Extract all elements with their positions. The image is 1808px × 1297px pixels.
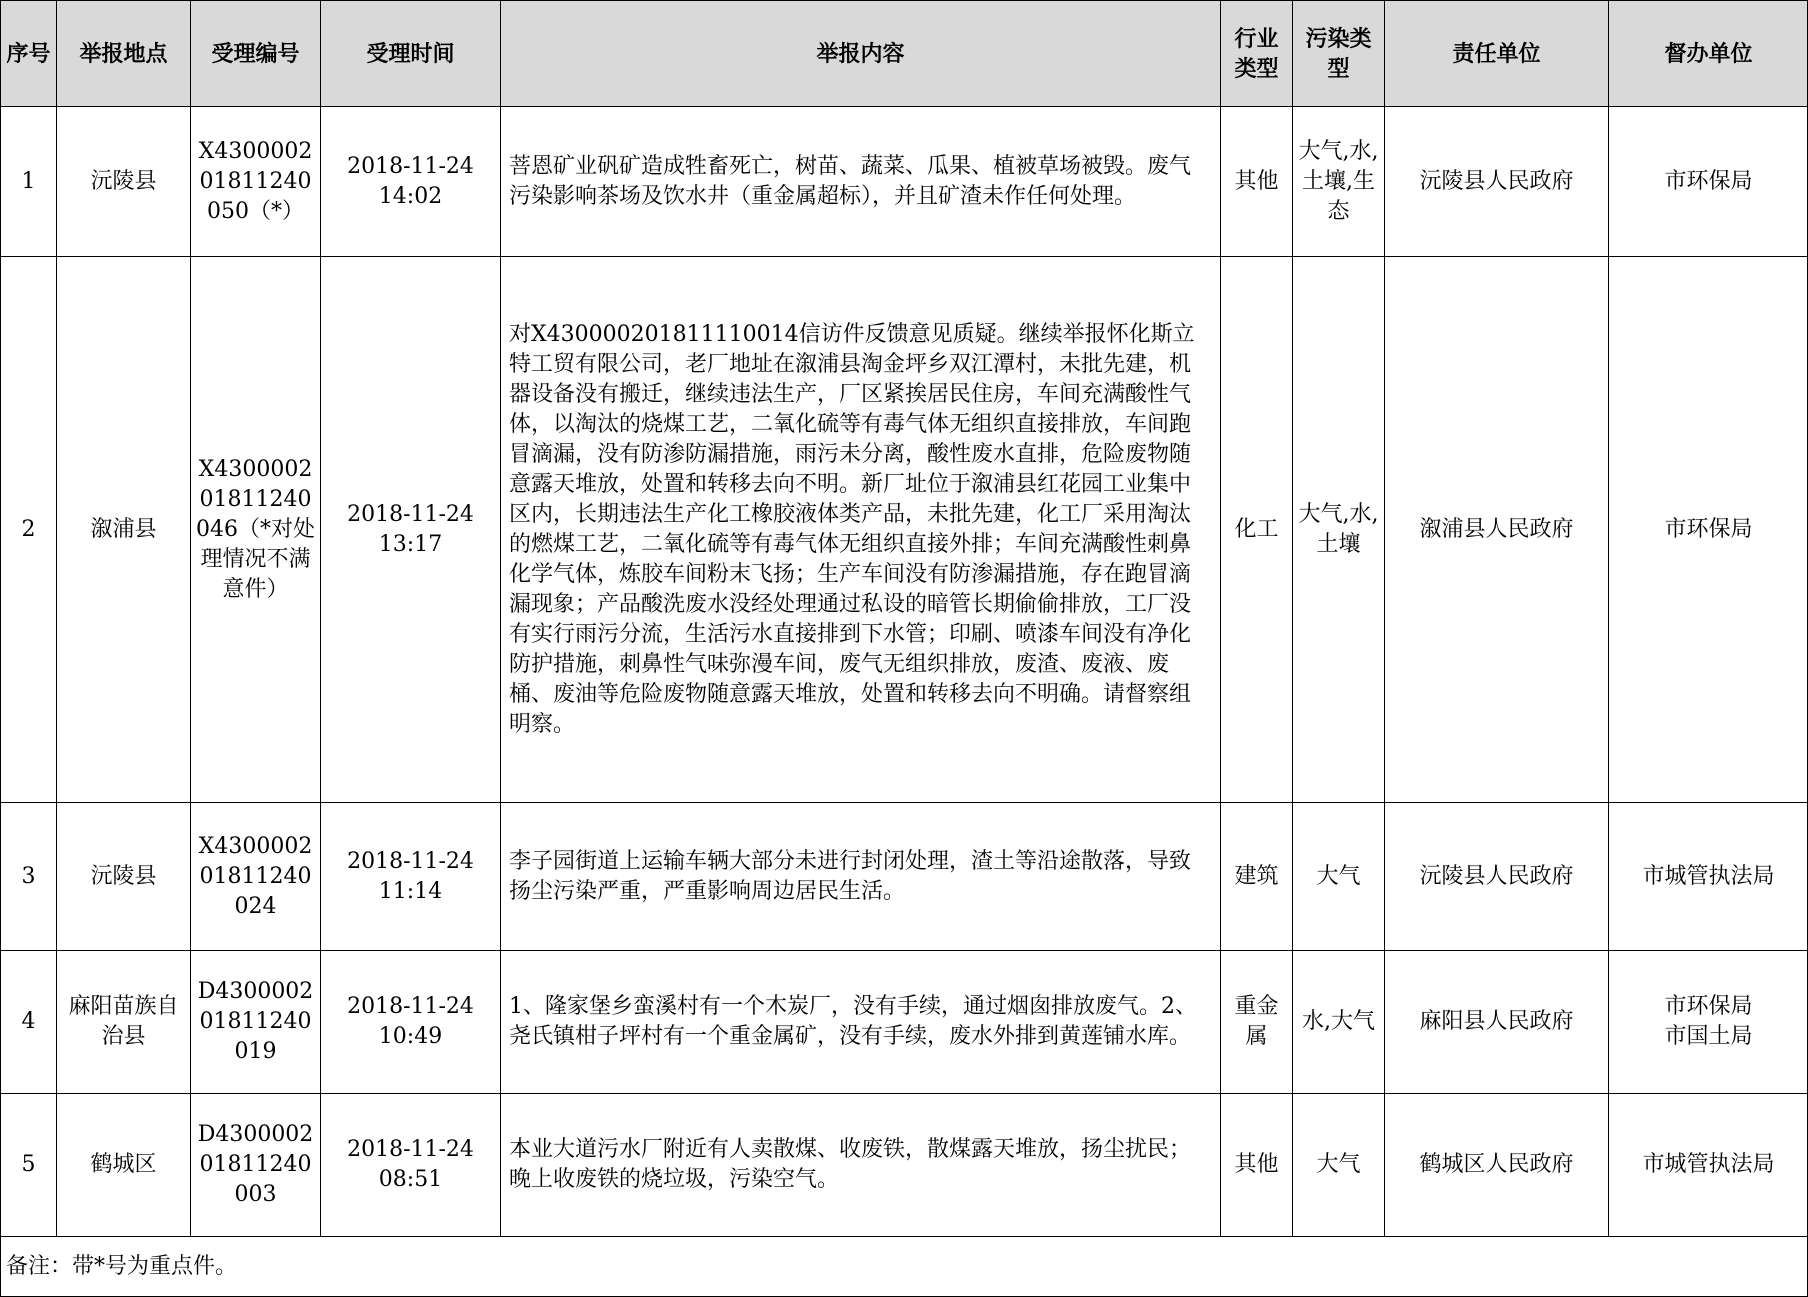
- header-row: [1, 1, 1808, 107]
- cell-time-clock: 10:49: [378, 1024, 443, 1049]
- cell-case-no: D430000201811240003: [191, 1094, 321, 1237]
- header-content: 举报内容: [501, 1, 1221, 107]
- footnote: 备注：带*号为重点件。: [6, 1254, 238, 1279]
- cell-location: 沅陵县: [57, 803, 191, 951]
- cell-industry: 其他: [1221, 107, 1293, 257]
- cell-case-no: D430000201811240019: [191, 951, 321, 1094]
- table-row: [1, 951, 1808, 1094]
- cell-content: 菩恩矿业矾矿造成牲畜死亡，树苗、蔬菜、瓜果、植被草场被毁。废气污染影响茶场及饮水井（重金属超标），并且矿渣未作任何处理。: [501, 107, 1221, 257]
- cell-content: 李子园街道上运输车辆大部分未进行封闭处理，渣土等沿途散落，导致扬尘污染严重，严重影响周边居民生活。: [501, 803, 1221, 951]
- cell-seq: 5: [1, 1094, 57, 1237]
- cell-seq: 1: [1, 107, 57, 257]
- cell-time-date: 2018-11-24: [347, 1137, 474, 1162]
- cell-responsible: 溆浦县人民政府: [1385, 257, 1609, 803]
- cell-location: 沅陵县: [57, 107, 191, 257]
- cell-supervisor-1: 市城管执法局: [1642, 863, 1775, 889]
- table-row: [1, 1094, 1808, 1237]
- cell-pollution: 大气,水,土壤,生态: [1293, 107, 1385, 257]
- cell-time-date: 2018-11-24: [347, 848, 474, 874]
- cell-time-clock: 11:14: [378, 878, 443, 904]
- cell-seq: 3: [1, 803, 57, 951]
- cell-case-no: X430000201811240024: [191, 803, 321, 951]
- cell-time: [321, 951, 501, 1094]
- cell-time: [321, 107, 501, 257]
- header-time: 受理时间: [321, 1, 501, 107]
- header-responsible: 责任单位: [1385, 1, 1609, 107]
- cell-location: 麻阳苗族自治县: [57, 951, 191, 1094]
- cell-supervisor: [1609, 803, 1808, 951]
- cell-supervisor: [1609, 257, 1808, 803]
- cell-supervisor-2: 市国土局: [1664, 1024, 1753, 1049]
- cell-responsible: 鹤城区人民政府: [1385, 1094, 1609, 1237]
- cell-case-no: X430000201811240046（*对处理情况不满意件）: [191, 257, 321, 803]
- cell-industry: 重金属: [1221, 951, 1293, 1094]
- table-row: [1, 803, 1808, 951]
- cell-pollution: 大气: [1293, 1094, 1385, 1237]
- header-supervisor: 督办单位: [1609, 1, 1808, 107]
- cell-case-no: X430000201811240050（*）: [191, 107, 321, 257]
- cell-industry: 建筑: [1221, 803, 1293, 951]
- cell-pollution: 水,大气: [1293, 951, 1385, 1094]
- cell-content: 本业大道污水厂附近有人卖散煤、收废铁，散煤露天堆放，扬尘扰民；晚上收废铁的烧垃圾，污染空气。: [501, 1094, 1221, 1237]
- cell-time-date: 2018-11-24: [347, 501, 474, 527]
- table-row: [1, 107, 1808, 257]
- cell-time: [321, 803, 501, 951]
- cell-responsible: 麻阳县人民政府: [1385, 951, 1609, 1094]
- cell-time-clock: 14:02: [378, 183, 443, 209]
- cell-content: 1、隆家堡乡蛮溪村有一个木炭厂，没有手续，通过烟囱排放废气。2、尧氏镇柑子坪村有一个重金属矿，没有手续，废水外排到黄莲铺水库。: [501, 951, 1221, 1094]
- cell-supervisor-1: 市环保局: [1664, 168, 1753, 194]
- table-row: [1, 257, 1808, 803]
- cell-industry: 化工: [1221, 257, 1293, 803]
- header-location: 举报地点: [57, 1, 191, 107]
- cell-time-clock: 08:51: [378, 1167, 443, 1192]
- cell-time-date: 2018-11-24: [347, 994, 474, 1019]
- header-pollution: 污染类型: [1293, 1, 1385, 107]
- cell-supervisor-1: 市城管执法局: [1642, 1152, 1775, 1177]
- cell-time: [321, 1094, 501, 1237]
- cell-responsible: 沅陵县人民政府: [1385, 107, 1609, 257]
- cell-seq: 2: [1, 257, 57, 803]
- header-industry: 行业类型: [1221, 1, 1293, 107]
- cell-responsible: 沅陵县人民政府: [1385, 803, 1609, 951]
- cell-supervisor-1: 市环保局: [1664, 994, 1753, 1019]
- cell-supervisor: [1609, 1094, 1808, 1237]
- cell-industry: 其他: [1221, 1094, 1293, 1237]
- cell-seq: 4: [1, 951, 57, 1094]
- cell-supervisor-1: 市环保局: [1664, 516, 1753, 542]
- cell-supervisor: [1609, 951, 1808, 1094]
- cell-content: 对X430000201811110014信访件反馈意见质疑。继续举报怀化斯立特工贸有限公司，老厂地址在溆浦县淘金坪乡双江潭村，未批先建，机器设备没有搬迁，继续违法生产，厂区紧挨居民住房，车间充满酸性气体，以淘汰的烧煤工艺，二氧化硫等有毒气体无组织直接排放，车间跑冒滴漏，没有防渗防漏措施，雨污未分离，酸性废水直排，危险废物随意露天堆放，处置和转移去向不明。新厂址位于溆浦县红花园工业集中区内，长期违法生产化工橡胶液体类产品，未批先建，化工厂采用淘汰的燃煤工艺，二氧化硫等有毒气体无组织直接外排；车间充满酸性刺鼻化学气体，炼胶车间粉末飞扬；生产车间没有防渗漏措施，存在跑冒滴漏现象；产品酸洗废水没经处理通过私设的暗管长期偷偷排放，工厂没有实行雨污分流，生活污水直接排到下水管；印刷、喷漆车间没有净化防护措施，刺鼻性气味弥漫车间，废气无组织排放，废渣、废液、废桶、废油等危险废物随意露天堆放，处置和转移去向不明确。请督察组明察。: [501, 257, 1221, 803]
- cell-pollution: 大气: [1293, 803, 1385, 951]
- cell-location: 鹤城区: [57, 1094, 191, 1237]
- header-case-no: 受理编号: [191, 1, 321, 107]
- cell-pollution: 大气,水,土壤: [1293, 257, 1385, 803]
- cell-supervisor: [1609, 107, 1808, 257]
- cell-location: 溆浦县: [57, 257, 191, 803]
- cell-time: [321, 257, 501, 803]
- cell-time-date: 2018-11-24: [347, 153, 474, 179]
- cell-time-clock: 13:17: [378, 531, 443, 557]
- header-seq: 序号: [1, 1, 57, 107]
